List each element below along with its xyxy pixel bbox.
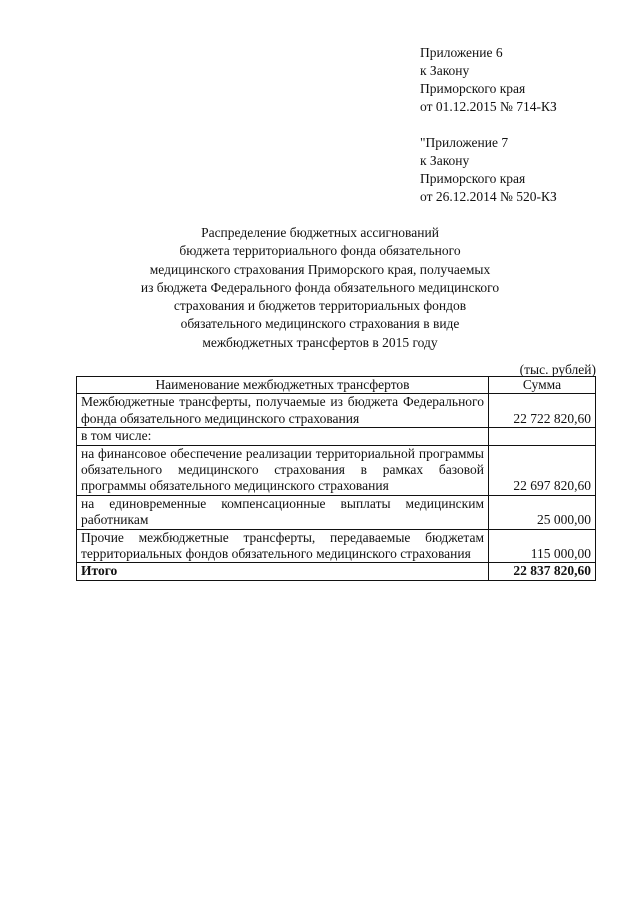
- appendix-line: к Закону: [420, 153, 470, 168]
- table-header-row: [77, 377, 596, 394]
- row-amount: 22 697 820,60: [489, 445, 596, 495]
- row-name: на финансовое обеспечение реализации территориальной программы обязательного медицинского страхования в рамках базовой программы обязательного медицинского страхования: [77, 445, 489, 495]
- title-line: межбюджетных трансфертов в 2015 году: [202, 334, 438, 350]
- appendix-line: Приморского края: [420, 171, 526, 186]
- row-name: на единовременные компенсационные выплаты медицинским работникам: [77, 495, 489, 529]
- appendix-amended-reference: [420, 134, 620, 206]
- row-amount: 22 722 820,60: [489, 394, 596, 428]
- row-amount: 25 000,00: [489, 495, 596, 529]
- title-line: медицинского страхования Приморского края, получаемых: [149, 261, 491, 277]
- row-name: Прочие межбюджетные трансферты, передаваемые бюджетам территориальных фондов обязательного медицинского страхования: [77, 529, 489, 563]
- row-amount: 115 000,00: [489, 529, 596, 563]
- table-row: [77, 394, 596, 428]
- appendix-line: от 01.12.2015 № 714-КЗ: [420, 99, 557, 114]
- appendix-line: "Приложение 7: [420, 135, 509, 150]
- title-line: Распределение бюджетных ассигнований: [201, 225, 439, 240]
- table-row: [77, 529, 596, 563]
- appendix-line: Приложение 6: [420, 45, 503, 60]
- row-amount: [489, 428, 596, 445]
- total-label: Итого: [77, 563, 489, 580]
- transfers-table: [76, 376, 596, 581]
- row-name: Межбюджетные трансферты, получаемые из бюджета Федерального фонда обязательного медицинского страхования: [77, 394, 489, 428]
- table-row: [77, 495, 596, 529]
- row-name: в том числе:: [77, 428, 489, 445]
- total-amount: 22 837 820,60: [489, 563, 596, 580]
- appendix-line: от 26.12.2014 № 520-КЗ: [420, 189, 557, 204]
- title-line: обязательного медицинского страхования в виде: [180, 316, 460, 332]
- appendix-line: Приморского края: [420, 81, 526, 96]
- appendix-line: к Закону: [420, 63, 470, 78]
- column-header-name: Наименование межбюджетных трансфертов: [77, 377, 489, 394]
- appendix-current-reference: [420, 44, 620, 116]
- table-total-row: [77, 563, 596, 580]
- column-header-amount: Сумма: [489, 377, 596, 394]
- unit-label: (тыс. рублей): [519, 362, 596, 377]
- title-line: страхования и бюджетов территориальных фондов: [173, 298, 467, 314]
- table-row: [77, 428, 596, 445]
- table-row: [77, 445, 596, 495]
- title-line: бюджета территориального фонда обязательного: [179, 243, 461, 259]
- document-title: [90, 224, 550, 352]
- title-line: из бюджета Федерального фонда обязательного медицинского: [140, 279, 500, 295]
